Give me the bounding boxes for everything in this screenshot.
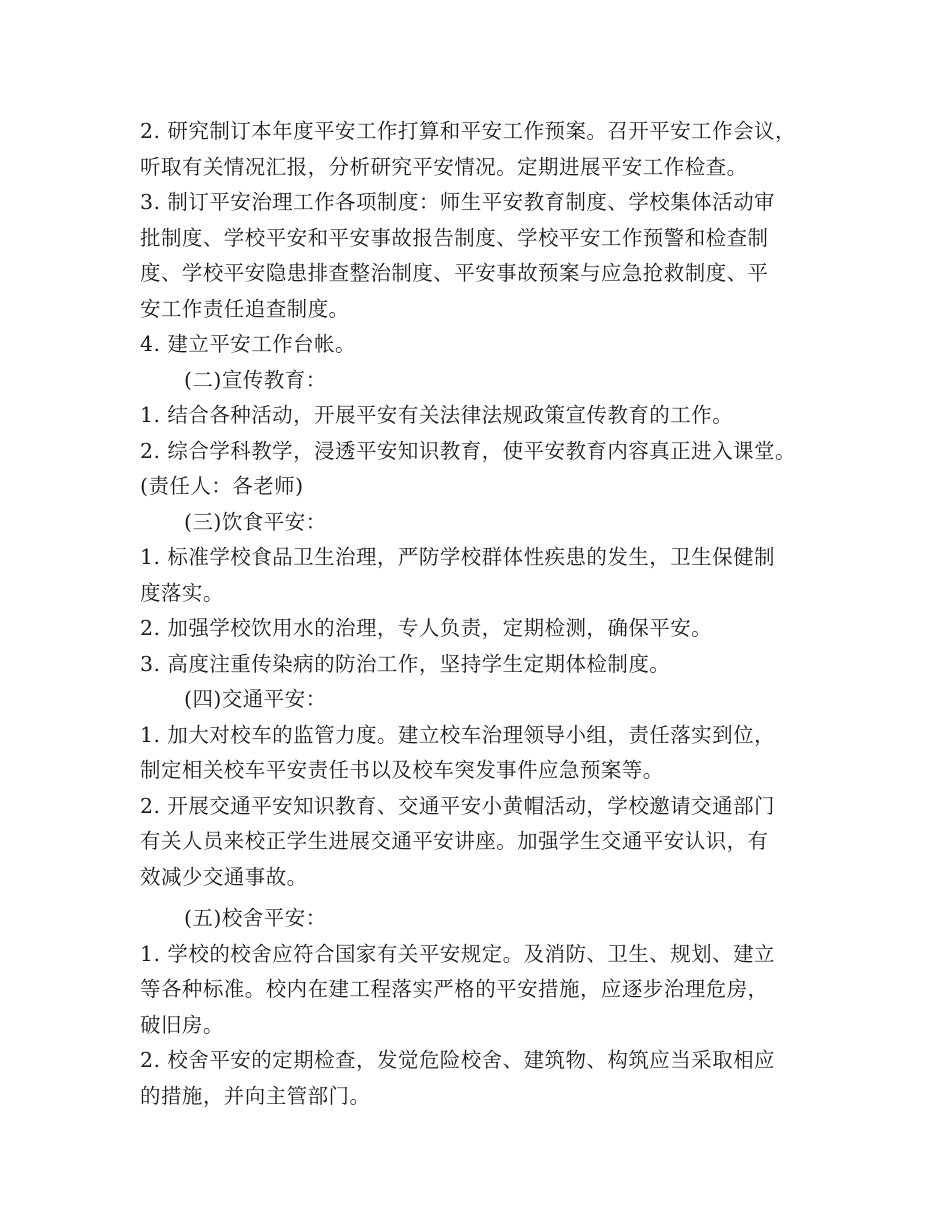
text-line: 听取有关情况汇报，分析研究平安情况。定期进展平安工作检查。 <box>140 154 748 179</box>
text-line: 的措施，并向主管部门。 <box>140 1083 371 1108</box>
section-heading: (三)饮食平安： <box>184 509 327 534</box>
text-line: 2. 研究制订本年度平安工作打算和平安工作预案。召开平安工作会议， <box>140 119 796 143</box>
text-line: (责任人：各老师) <box>140 474 304 498</box>
text-line: 效减少交通事故。 <box>140 864 308 889</box>
document-page <box>140 114 830 1114</box>
text-line: 制定相关校车平安责任书以及校车突发事件应急预案等。 <box>140 758 664 782</box>
text-line: 2. 加强学校饮用水的治理，专人负责，定期检测，确保平安。 <box>140 616 713 640</box>
text-line: 破旧房。 <box>140 1012 224 1037</box>
section-heading: (四)交通平安： <box>184 687 327 711</box>
text-line: 安工作责任追查制度。 <box>140 296 350 321</box>
text-line: 2. 开展交通平安知识教育、交通平安小黄帽活动，学校邀请交通部门 <box>140 793 775 818</box>
text-line: 3. 高度注重传染病的防治工作，坚持学生定期体检制度。 <box>140 651 671 676</box>
text-line: 1. 标准学校食品卫生治理，严防学校群体性疾患的发生，卫生保健制 <box>140 545 775 569</box>
text-line: 2. 综合学科教学，浸透平安知识教育，使平安教育内容真正进入课堂。 <box>140 438 796 463</box>
text-line: 4. 建立平安工作台帐。 <box>140 332 356 356</box>
text-line: 1. 加大对校车的监管力度。建立校车治理领导小组，责任落实到位， <box>140 722 775 747</box>
text-line: 度、学校平安隐患排查整治制度、平安事故预案与应急抢救制度、平 <box>140 261 769 285</box>
text-line: 3. 制订平安治理工作各项制度：师生平安教育制度、学校集体活动审 <box>140 190 775 214</box>
section-heading: (五)校舍平安： <box>184 906 327 930</box>
text-line: 度落实。 <box>140 580 224 605</box>
section-heading: (二)宣传教育： <box>184 367 327 392</box>
text-line: 有关人员来校正学生进展交通平安讲座。加强学生交通平安认识，有 <box>140 829 769 853</box>
text-line: 1. 结合各种活动，开展平安有关法律法规政策宣传教育的工作。 <box>140 403 734 427</box>
text-line: 1. 学校的校舍应符合国家有关平安规定。及消防、卫生、规划、建立 <box>140 941 775 966</box>
text-line: 等各种标准。校内在建工程落实严格的平安措施，应逐步治理危房， <box>140 977 769 1001</box>
text-line: 批制度、学校平安和平安事故报告制度、学校平安工作预警和检查制 <box>140 225 769 250</box>
text-line: 2. 校舍平安的定期检查，发觉危险校舍、建筑物、构筑应当采取相应 <box>140 1048 775 1072</box>
